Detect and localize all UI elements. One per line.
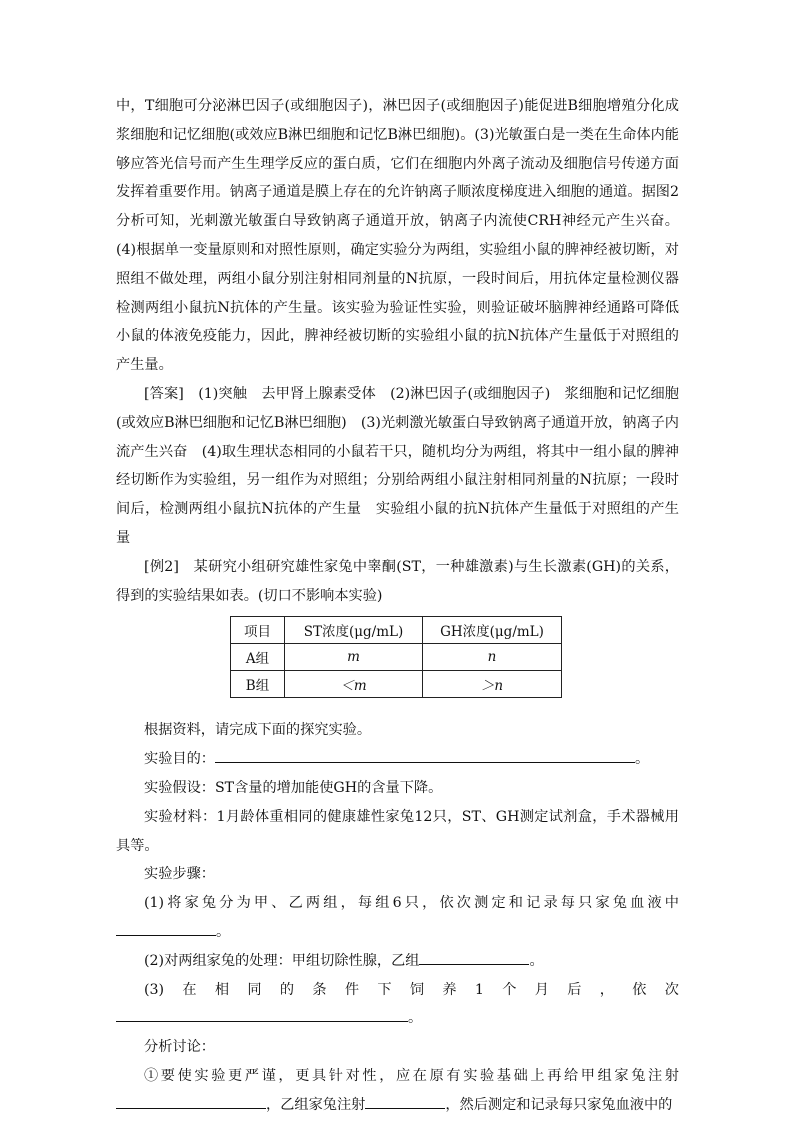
discussion-blank-b[interactable] [365, 1092, 445, 1109]
discussion-text: ，然后测定和记录每只家兔血液中的 [445, 1096, 673, 1113]
step-3-line [116, 976, 679, 1005]
table-cell: B组 [231, 671, 285, 698]
discussion-1-line: ①要使实验更严谨，更具针对性，应在原有实验基础上再给甲组家兔注射 [144, 1067, 679, 1084]
steps-heading: 实验步骤： [144, 866, 215, 883]
step-3-blank-line [116, 1004, 679, 1033]
word: ， [599, 981, 614, 998]
word: 在 [182, 981, 197, 998]
word: 个 [502, 981, 517, 998]
word: 后 [567, 981, 582, 998]
results-table [230, 616, 562, 698]
word: 月 [534, 981, 549, 998]
table-row [231, 644, 562, 671]
step-2-blank[interactable] [419, 948, 529, 965]
table-header-cell: 项目 [231, 617, 285, 644]
discussion-1-blank-line [116, 1091, 679, 1120]
purpose-label: 实验目的： [144, 751, 215, 768]
hypothesis-line: 实验假设：ST含量的增加能使GH的含量下降。 [144, 779, 443, 796]
table-cell: ＞n [423, 671, 562, 698]
word: 下 [377, 981, 392, 998]
table-header-cell: GH浓度(μg/mL) [423, 617, 562, 644]
word: 次 [664, 981, 679, 998]
period: 。 [216, 923, 231, 940]
table-cell: m [285, 644, 423, 671]
word: 的 [279, 981, 295, 998]
word: (3) [144, 981, 165, 998]
word: 相 [214, 981, 230, 998]
step-3-blank[interactable] [116, 1005, 408, 1022]
word: 同 [247, 981, 262, 998]
discussion-blank-a[interactable] [116, 1092, 266, 1109]
word: 养 [442, 981, 457, 998]
table-header-row [231, 617, 562, 644]
table-cell: n [423, 644, 562, 671]
period: 。 [408, 1010, 423, 1027]
word: 件 [344, 981, 360, 998]
document-page [116, 92, 679, 1120]
intro-line: 根据资料，请完成下面的探究实验。 [144, 722, 372, 739]
word: 条 [312, 981, 327, 998]
word: 依 [632, 981, 647, 998]
discussion-text: ，乙组家兔注射 [266, 1096, 366, 1113]
table-cell: ＜m [285, 671, 423, 698]
step-2-text: (2)对两组家兔的处理：甲组切除性腺，乙组 [144, 952, 420, 969]
explanation-paragraph: 中，T细胞可分泌淋巴因子(或细胞因子)，淋巴因子(或细胞因子)能促进B细胞增殖分化成浆细胞和记忆细胞(或效应B淋巴细胞和记忆B淋巴细胞)。(3)光敏蛋白是一类在生命体内能够应答光信号而产生生理学反应的蛋白质，它们在细胞内外离子流动及细胞信号传递方面发挥着重要作用。钠离子通道是膜上存在的允许钠离子顺浓度梯度进入细胞的通道。据图2分析可知，光刺激光敏蛋白导致钠离子通道开放，钠离子内流使CRH神经元产生兴奋。(4)根据单一变量原则和对照性原则，确定实验分为两组，实验组小鼠的脾神经被切断，对照组不做处理，两组小鼠分别注射相同剂量的N抗原，一段时间后，用抗体定量检测仪器检测两组小鼠抗N抗体的产生量。该实验为验证性实验，则验证破坏脑脾神经通路可降低小鼠的体液免疫能力，因此，脾神经被切断的实验组小鼠的抗N抗体产生量低于对照组的产生量。 [116, 98, 679, 374]
word: 饲 [409, 981, 425, 998]
step-2-line [116, 947, 679, 976]
step-1-blank[interactable] [116, 919, 216, 936]
materials-paragraph: 实验材料：1月龄体重相同的健康雄性家兔12只，ST、GH测定试剂盒，手术器械用具等。 [116, 808, 679, 854]
discussion-heading: 分析讨论： [144, 1039, 215, 1056]
period: 。 [634, 751, 650, 768]
step-1-line: (1)将家兔分为甲、乙两组，每组6只，依次测定和记录每只家兔血液中 [144, 895, 679, 912]
table-row [231, 671, 562, 698]
step-1-blank-line [116, 918, 679, 947]
answer-paragraph: [答案] (1)突触 去甲肾上腺素受体 (2)淋巴因子(或细胞因子) 浆细胞和记忆细胞(或效应B淋巴细胞和记忆B淋巴细胞) (3)光刺激光敏蛋白导致钠离子通道开放，钠离子内流产生兴奋 (4)取生理状态相同的小鼠若干只，随机均分为两组，将其中一组小鼠的脾神经切断作为实验组，另一组作为对照组；分别给两组小鼠注射相同剂量的N抗原；一段时间后，检测两组小鼠抗N抗体的产生量 实验组小鼠的抗N抗体产生量低于对照组的产生量 [116, 385, 679, 546]
table-header-cell: ST浓度(μg/mL) [285, 617, 423, 644]
purpose-blank[interactable] [215, 746, 635, 763]
table-cell: A组 [231, 644, 285, 671]
period: 。 [529, 952, 544, 969]
word: 1 [474, 981, 484, 998]
purpose-line [116, 745, 679, 774]
example-2-paragraph: [例2] 某研究小组研究雄性家兔中睾酮(ST，一种雄激素)与生长激素(GH)的关系，得到的实验结果如表。(切口不影响本实验) [116, 558, 679, 604]
